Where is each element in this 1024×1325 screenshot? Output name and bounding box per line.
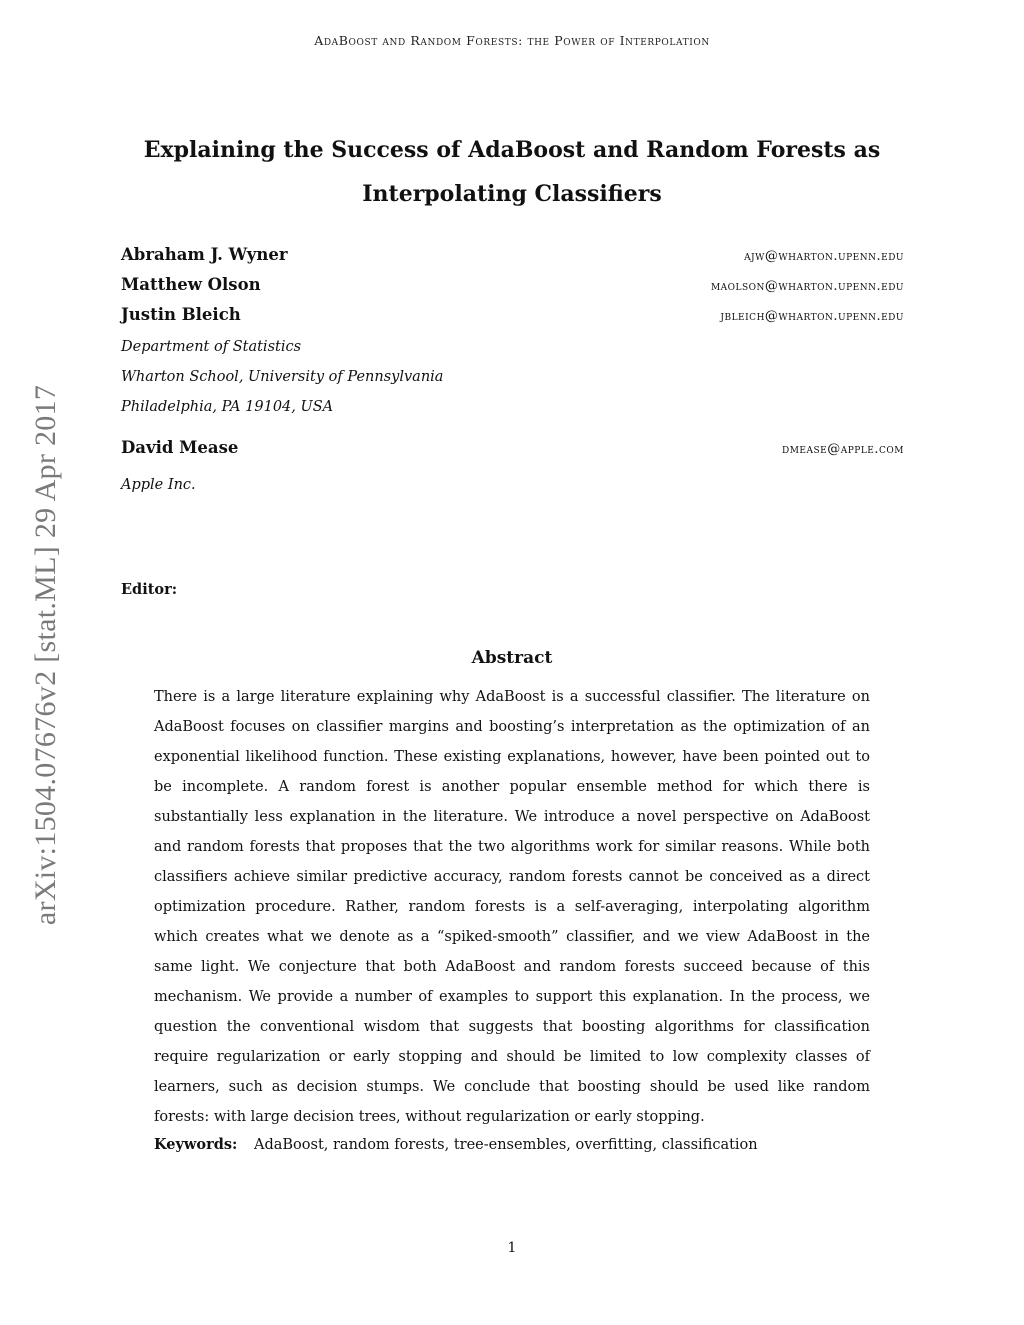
abstract-heading: Abstract	[471, 648, 553, 668]
author-row	[121, 275, 904, 305]
running-head: AdaBoost and Random Forests: the Power of Interpolation	[314, 33, 710, 48]
author-row	[121, 305, 904, 335]
author-email[interactable]: jbleich@wharton.upenn.edu	[720, 309, 904, 324]
author-email[interactable]: ajw@wharton.upenn.edu	[744, 249, 904, 264]
affiliation-department: Department of Statistics	[121, 339, 302, 355]
editor-label: Editor:	[121, 581, 178, 598]
keywords-label: Keywords:	[154, 1136, 238, 1153]
author-name: Abraham J. Wyner	[121, 245, 288, 264]
author-email[interactable]: maolson@wharton.upenn.edu	[710, 279, 904, 294]
affiliation-address: Philadelphia, PA 19104, USA	[121, 399, 334, 415]
title-line-2: Interpolating Classifiers	[362, 181, 662, 207]
affiliation-school: Wharton School, University of Pennsylvania	[121, 369, 444, 385]
title-line-1: Explaining the Success of AdaBoost and Random Forests as	[143, 137, 881, 163]
author-name: David Mease	[121, 438, 239, 457]
author-name: Matthew Olson	[121, 275, 261, 294]
author-row	[121, 438, 904, 468]
author-name: Justin Bleich	[121, 305, 241, 324]
affiliation-company: Apple Inc.	[121, 477, 196, 493]
keywords	[154, 1136, 758, 1153]
abstract-body: There is a large literature explaining why AdaBoost is a successful classifier. The literature on AdaBoost focuses on classifier margins and boosting’s interpretation as the optimization of an exponential likelihood function. These existing explanations, however, have been pointed out to be incomplete. A random forest is another popular ensemble method for which there is substantially less explanation in the literature. We introduce a novel perspective on AdaBoost and random forests that proposes that the two algorithms work for similar reasons. While both classifiers achieve similar predictive accuracy, random forests cannot be conceived as a direct optimization procedure. Rather, random forests is a self-averaging, interpolating algorithm which creates what we denote as a “spiked-smooth” classifier, and we view AdaBoost in the same light. We conjecture that both AdaBoost and random forests succeed because of this mechanism. We provide a number of examples to support this explanation. In the process, we question the conventional wisdom that suggests that boosting algorithms for classification require regularization or early stopping and should be limited to low complexity classes of learners, such as decision stumps. We conclude that boosting should be used like random forests: with large decision trees, without regularization or early stopping.	[154, 689, 870, 1125]
page-number: 1	[507, 1240, 517, 1256]
arxiv-identifier-stamp: arXiv:1504.07676v2 [stat.ML] 29 Apr 2017	[29, 384, 62, 926]
author-email[interactable]: dmease@apple.com	[781, 442, 904, 457]
keywords-list: AdaBoost, random forests, tree-ensembles, overfitting, classification	[254, 1137, 758, 1153]
paper-title	[100, 128, 924, 216]
author-row	[121, 245, 904, 275]
